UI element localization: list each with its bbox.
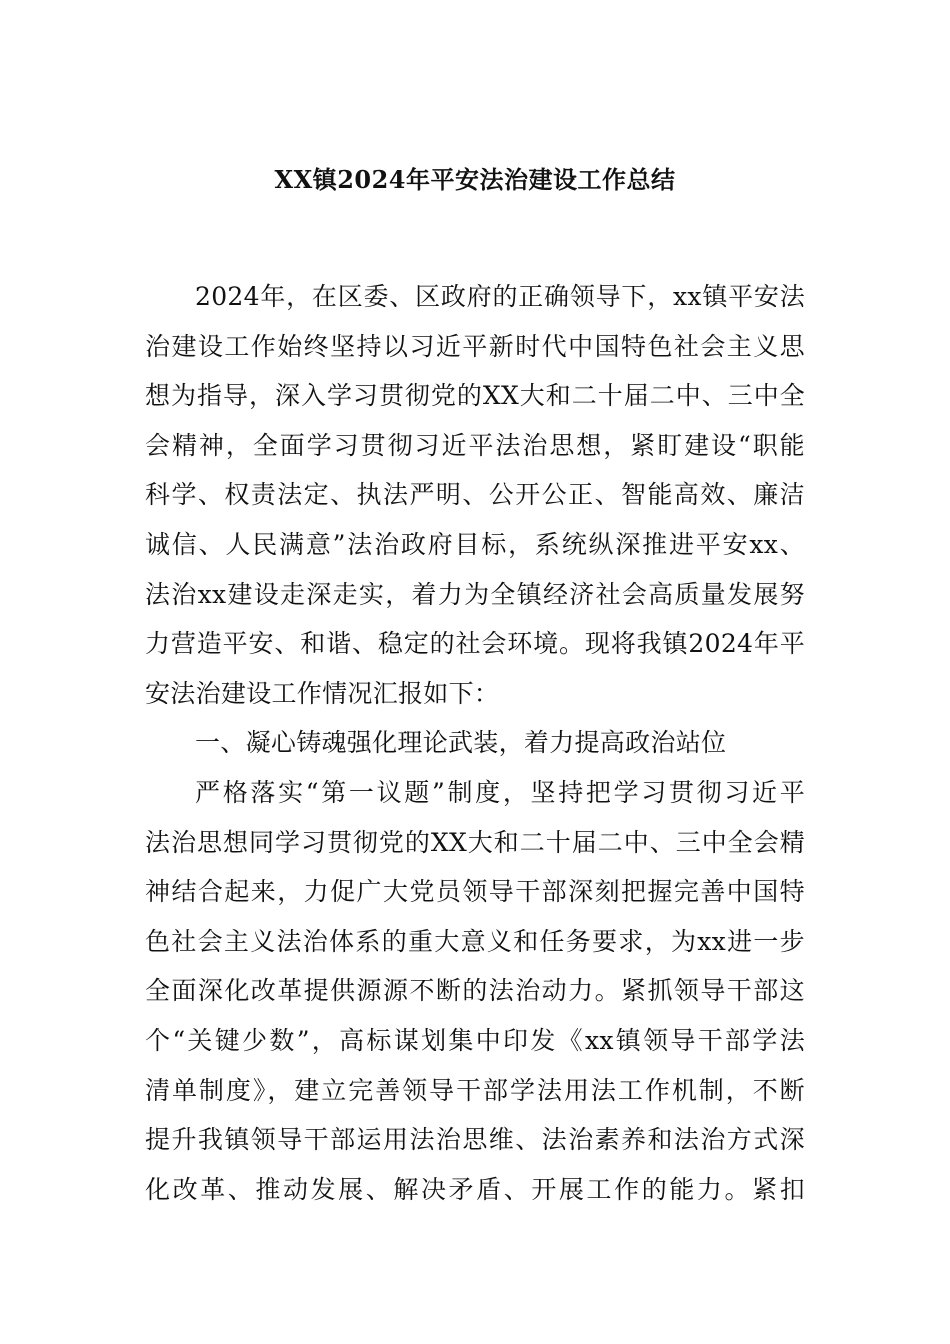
paragraph-1-line-2: 治建设工作始终坚持以习近平新时代中国特色社会主义思 <box>145 331 805 361</box>
paragraph-1-line-1: 2024年，在区委、区政府的正确领导下，xx镇平安法 <box>195 282 805 311</box>
document-title: XX镇2024年平安法治建设工作总结 <box>274 165 676 194</box>
paragraph-2-line-1: 严格落实“第一议题”制度，坚持把学习贯彻习近平 <box>195 777 805 807</box>
section-heading-1: 一、凝心铸魂强化理论武装，着力提高政治站位 <box>195 728 727 758</box>
paragraph-2-line-3: 神结合起来，力促广大党员领导干部深刻把握完善中国特 <box>145 877 805 907</box>
paragraph-1-line-8: 力营造平安、和谐、稳定的社会环境。现将我镇2024年平 <box>145 629 805 659</box>
paragraph-1-line-6: 诚信、人民满意”法治政府目标，系统纵深推进平安xx、 <box>145 529 805 559</box>
paragraph-2-line-4: 色社会主义法治体系的重大意义和任务要求，为xx进一步 <box>145 926 805 956</box>
paragraph-1-line-4: 会精神，全面学习贯彻习近平法治思想，紧盯建设“职能 <box>145 430 805 460</box>
paragraph-2-line-8: 提升我镇领导干部运用法治思维、法治素养和法治方式深 <box>145 1125 805 1155</box>
paragraph-2-line-9: 化改革、推动发展、解决矛盾、开展工作的能力。紧扣 <box>145 1174 805 1204</box>
paragraph-2-line-5: 全面深化改革提供源源不断的法治动力。紧抓领导干部这 <box>145 976 805 1006</box>
paragraph-2-line-7: 清单制度》，建立完善领导干部学法用法工作机制，不断 <box>145 1075 805 1105</box>
document-body <box>145 272 805 1214</box>
paragraph-2-line-2: 法治思想同学习贯彻党的XX大和二十届二中、三中全会精 <box>145 827 805 857</box>
paragraph-2-line-6: 个“关键少数”，高标谋划集中印发《xx镇领导干部学法 <box>145 1025 805 1055</box>
paragraph-1-line-5: 科学、权责法定、执法严明、公开公正、智能高效、廉洁 <box>145 480 805 510</box>
paragraph-1-line-3: 想为指导，深入学习贯彻党的XX大和二十届二中、三中全 <box>145 381 805 411</box>
paragraph-1-line-9: 安法治建设工作情况汇报如下： <box>145 678 500 708</box>
paragraph-1-line-7: 法治xx建设走深走实，着力为全镇经济社会高质量发展努 <box>145 579 805 609</box>
